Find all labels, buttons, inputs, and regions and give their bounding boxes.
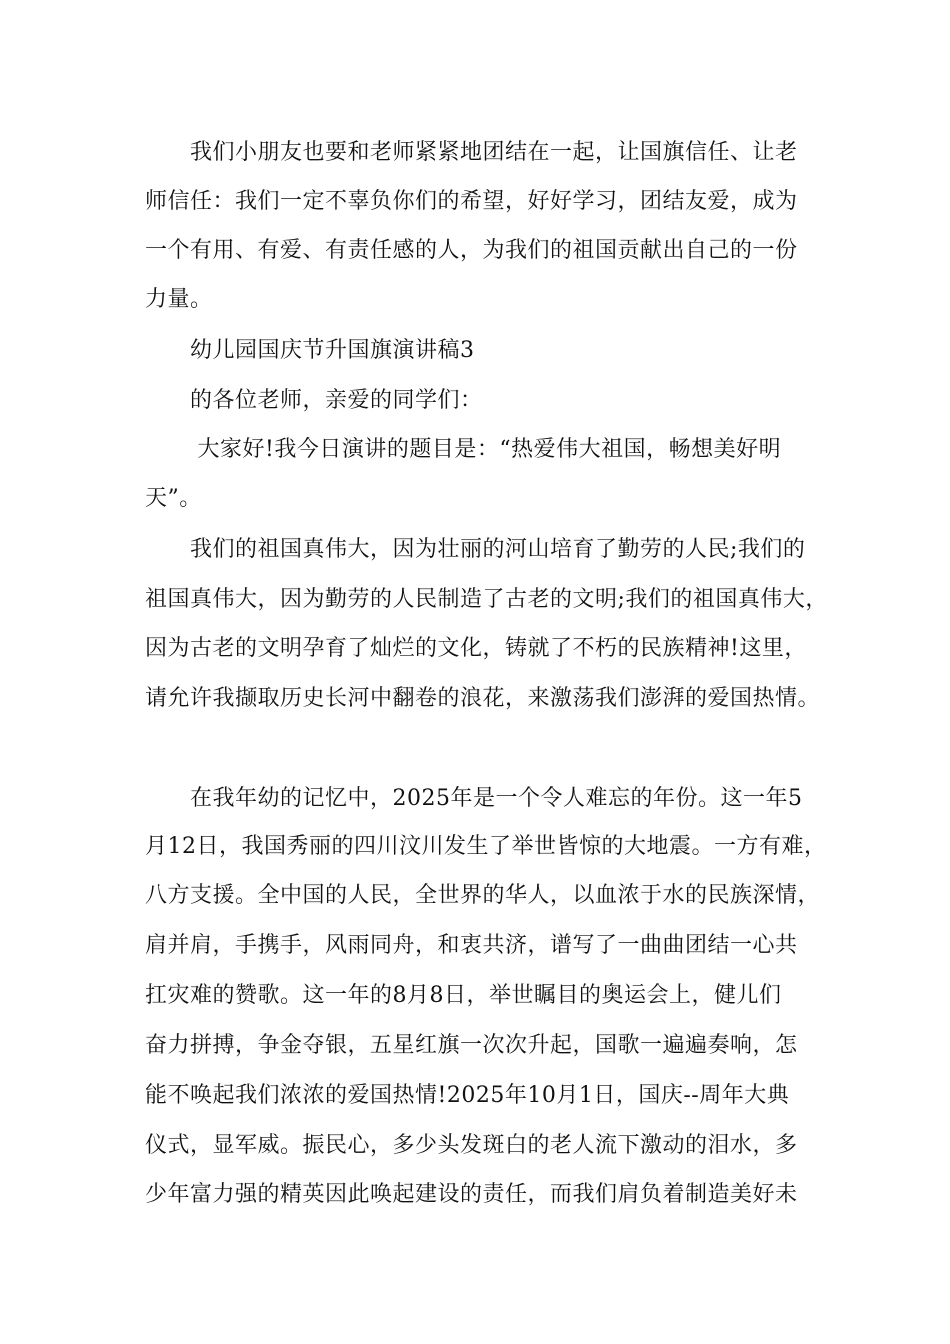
text-line: 仪式，显军威。振民心，多少头发斑白的老人流下激动的泪水，多 <box>145 1133 798 1158</box>
text-line: 力量。 <box>145 287 213 312</box>
text-line: 月12日，我国秀丽的四川汶川发生了举世皆惊的大地震。一方有难， <box>145 834 827 859</box>
text-line: 在我年幼的记忆中，2025年是一个令人难忘的年份。这一年5 <box>145 786 803 811</box>
text-line: 少年富力强的精英因此唤起建设的责任，而我们肩负着制造美好未 <box>145 1182 798 1207</box>
text-line: 祖国真伟大，因为勤劳的人民制造了古老的文明;我们的祖国真伟大， <box>145 587 828 612</box>
text-line: 奋力拼搏，争金夺银，五星红旗一次次升起，国歌一遍遍奏响，怎 <box>145 1033 798 1058</box>
text-line: 我们的祖国真伟大，因为壮丽的河山培育了勤劳的人民;我们的 <box>145 537 806 562</box>
text-line: 肩并肩，手携手，风雨同舟，和衷共济，谱写了一曲曲团结一心共 <box>145 933 798 958</box>
text-line: 天”。 <box>145 486 202 511</box>
section-heading: 幼儿园国庆节升国旗演讲稿3 <box>145 338 475 363</box>
text-line: 一个有用、有爱、有责任感的人，为我们的祖国贡献出自己的一份 <box>145 238 798 263</box>
text-line: 请允许我撷取历史长河中翻卷的浪花，来激荡我们澎湃的爱国热情。 <box>145 686 821 711</box>
text-line: 因为古老的文明孕育了灿烂的文化，铸就了不朽的民族精神!这里， <box>145 636 807 661</box>
text-line: 大家好!我今日演讲的题目是：“热爱伟大祖国，畅想美好明 <box>145 437 782 462</box>
text-line: 扛灾难的赞歌。这一年的8月8日，举世瞩目的奥运会上，健儿们 <box>145 983 782 1008</box>
text-line: 八方支援。全中国的人民，全世界的华人，以血浓于水的民族深情， <box>145 883 821 908</box>
text-line: 能不唤起我们浓浓的爱国热情!2025年10月1日，国庆--周年大典 <box>145 1083 790 1108</box>
salutation-line: 的各位老师，亲爱的同学们： <box>145 388 483 413</box>
text-line: 师信任：我们一定不辜负你们的希望，好好学习，团结友爱，成为 <box>145 189 798 214</box>
text-line: 我们小朋友也要和老师紧紧地团结在一起，让国旗信任、让老 <box>145 140 798 165</box>
